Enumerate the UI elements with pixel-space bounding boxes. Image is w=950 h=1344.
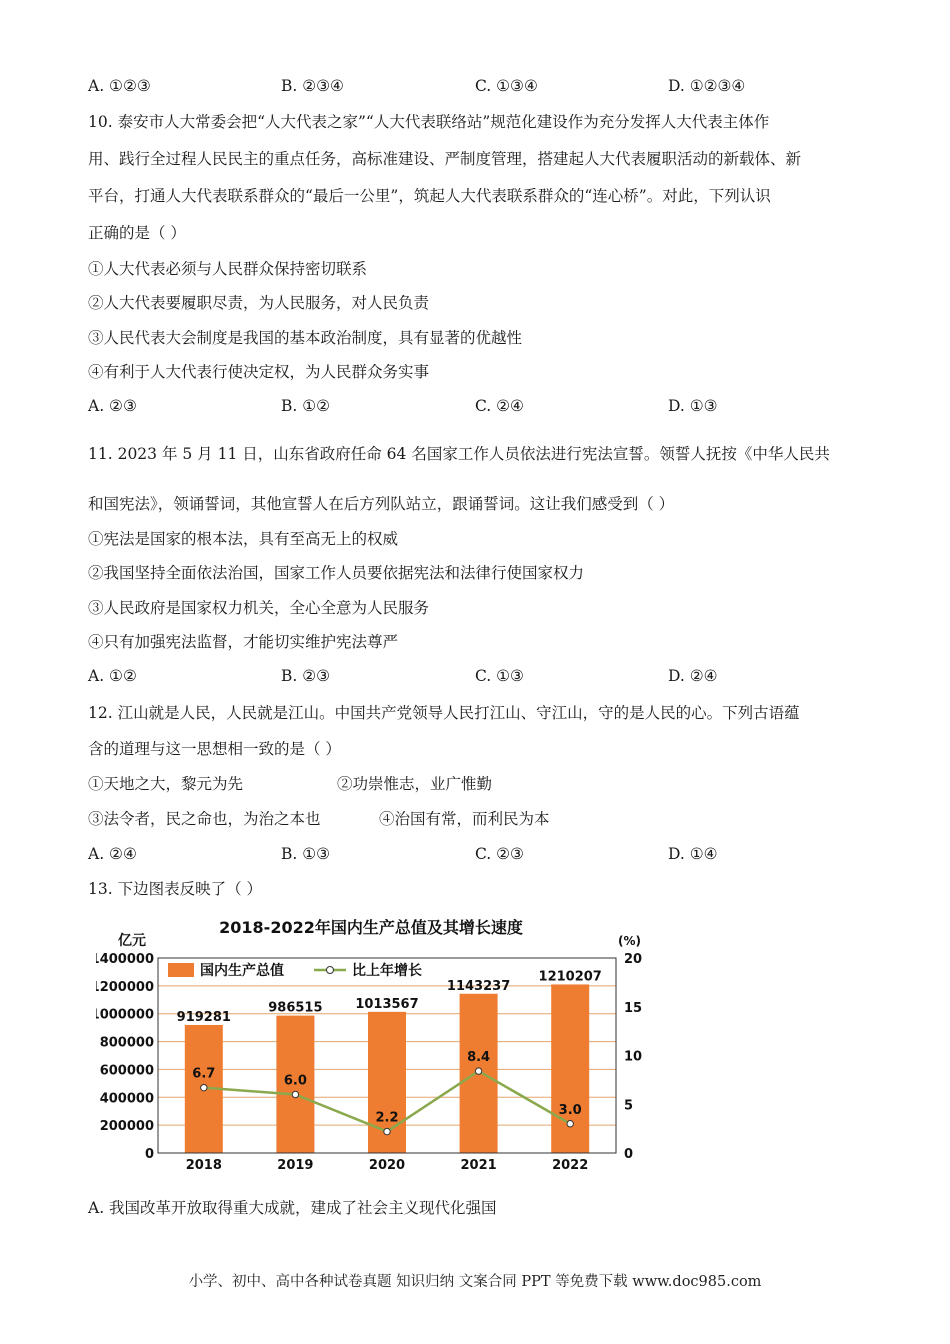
q10-item: ③人民代表大会制度是我国的基本政治制度，具有显著的优越性: [88, 329, 523, 347]
gdp-bar-value-label: 986515: [268, 1000, 323, 1016]
left-tick-label: 1400000: [96, 952, 154, 967]
q12-item: ①天地之大，黎元为先: [88, 775, 244, 793]
x-tick-label: 2021: [460, 1158, 497, 1173]
gdp-bar: [551, 984, 589, 1153]
left-tick-label: 400000: [99, 1091, 154, 1107]
growth-value-label: 8.4: [467, 1050, 491, 1066]
left-tick-label: 1000000: [96, 1007, 154, 1023]
growth-value-label: 6.7: [192, 1066, 216, 1082]
q10-stem-line: 10. 泰安市人大常委会把“人大代表之家”“人大代表联络站”规范化建设作为充分发挥人大代表主体作: [88, 113, 770, 131]
q9-option-a: A. ①②③: [88, 77, 151, 95]
growth-value-label: 3.0: [558, 1102, 582, 1118]
x-tick-label: 2020: [368, 1158, 406, 1173]
growth-point: [201, 1084, 207, 1090]
right-tick-label: 20: [624, 952, 643, 967]
q12-option-a: A. ②④: [88, 845, 137, 863]
q11-option-c: C. ①③: [475, 667, 524, 685]
gdp-bar-value-label: 1210207: [538, 969, 602, 985]
gdp-chart: [96, 905, 656, 1190]
legend-line-marker: [327, 967, 334, 974]
q10-stem-line: 正确的是（ ）: [88, 224, 186, 242]
q13-option-a: A. 我国改革开放取得重大成就，建成了社会主义现代化强国: [88, 1199, 497, 1217]
right-tick-label: 5: [624, 1098, 634, 1114]
q11-item: ③人民政府是国家权力机关，全心全意为人民服务: [88, 599, 430, 617]
q10-stem-line: 用、践行全过程人民民主的重点任务，高标准建设、严制度管理，搭建起人大代表履职活动的新载体、新: [88, 150, 802, 168]
q10-option-d: D. ①③: [668, 397, 718, 415]
q10-option-a: A. ②③: [88, 397, 137, 415]
q11-option-b: B. ②③: [281, 667, 331, 685]
q11-item: ①宪法是国家的根本法，具有至高无上的权威: [88, 530, 399, 548]
q11-item: ②我国坚持全面依法治国，国家工作人员要依据宪法和法律行使国家权力: [88, 564, 585, 582]
left-tick-label: 800000: [99, 1035, 154, 1051]
q12-stem-line: 12. 江山就是人民，人民就是江山。中国共产党领导人民打江山、守江山，守的是人民的心。下列古语蕴: [88, 704, 800, 722]
q13-stem: 13. 下边图表反映了（ ）: [88, 880, 263, 898]
left-tick-label: 1200000: [96, 979, 154, 995]
q12-item: ④治国有常，而利民为本: [379, 810, 550, 828]
x-tick-label: 2022: [552, 1158, 589, 1173]
chart-legend: [168, 962, 422, 979]
gdp-bar-value-label: 1143237: [446, 978, 511, 994]
growth-value-label: 6.0: [283, 1073, 307, 1089]
growth-value-label: 2.2: [375, 1110, 399, 1126]
growth-point: [475, 1068, 481, 1074]
q9-option-c: C. ①③④: [475, 77, 538, 95]
q9-option-d: D. ①②③④: [668, 77, 746, 95]
gdp-chart-svg: [96, 905, 656, 1190]
right-tick-label: 0: [624, 1147, 634, 1162]
q10-item: ②人大代表要履职尽责，为人民服务，对人民负责: [88, 294, 430, 312]
q11-stem-line: 和国宪法》，领诵誓词，其他宣誓人在后方列队站立，跟诵誓词。这让我们感受到（ ）: [88, 495, 675, 513]
q12-item: ③法令者，民之命也，为治之本也: [88, 810, 321, 828]
growth-point: [567, 1121, 573, 1127]
left-axis-unit: 亿元: [118, 933, 146, 949]
legend-bar-swatch: [168, 963, 194, 977]
legend-bar-label: 国内生产总值: [200, 963, 284, 979]
q11-option-d: D. ②④: [668, 667, 718, 685]
q12-option-c: C. ②③: [475, 845, 524, 863]
left-tick-label: 600000: [99, 1063, 154, 1079]
q9-option-b: B. ②③④: [281, 77, 344, 95]
left-tick-label: 0: [144, 1147, 154, 1162]
right-tick-label: 10: [624, 1049, 643, 1065]
q12-item: ②功崇惟志，业广惟勤: [337, 775, 493, 793]
page-footer: 小学、初中、高中各种试卷真题 知识归纳 文案合同 PPT 等免费下载 www.doc985.com: [188, 1274, 762, 1290]
right-axis-unit: (%): [618, 934, 641, 948]
q10-item: ④有利于人大代表行使决定权，为人民群众务实事: [88, 363, 430, 381]
q10-option-b: B. ①②: [281, 397, 331, 415]
gdp-bar-value-label: 1013567: [355, 996, 419, 1012]
q10-item: ①人大代表必须与人民群众保持密切联系: [88, 260, 368, 278]
legend-line-label: 比上年增长: [352, 963, 422, 979]
q11-item: ④只有加强宪法监督，才能切实维护宪法尊严: [88, 633, 399, 651]
q11-option-a: A. ①②: [88, 667, 137, 685]
growth-point: [384, 1128, 390, 1134]
growth-point: [292, 1091, 298, 1097]
q12-option-b: B. ①③: [281, 845, 331, 863]
x-tick-label: 2019: [277, 1158, 314, 1173]
q12-option-d: D. ①④: [668, 845, 718, 863]
chart-title: 2018-2022年国内生产总值及其增长速度: [219, 918, 523, 937]
q11-stem-line: 11. 2023 年 5 月 11 日，山东省政府任命 64 名国家工作人员依法进行宪法宣誓。领誓人抚按《中华人民共: [88, 445, 830, 463]
q10-option-c: C. ②④: [475, 397, 524, 415]
gdp-bar-value-label: 919281: [176, 1009, 231, 1025]
q12-stem-line: 含的道理与这一思想相一致的是（ ）: [88, 740, 341, 758]
x-tick-label: 2018: [185, 1158, 222, 1173]
right-tick-label: 15: [624, 1000, 643, 1016]
left-tick-label: 200000: [99, 1119, 154, 1135]
q10-stem-line: 平台，打通人大代表联系群众的“最后一公里”，筑起人大代表联系群众的“连心桥”。对此，下列认识: [88, 187, 771, 205]
